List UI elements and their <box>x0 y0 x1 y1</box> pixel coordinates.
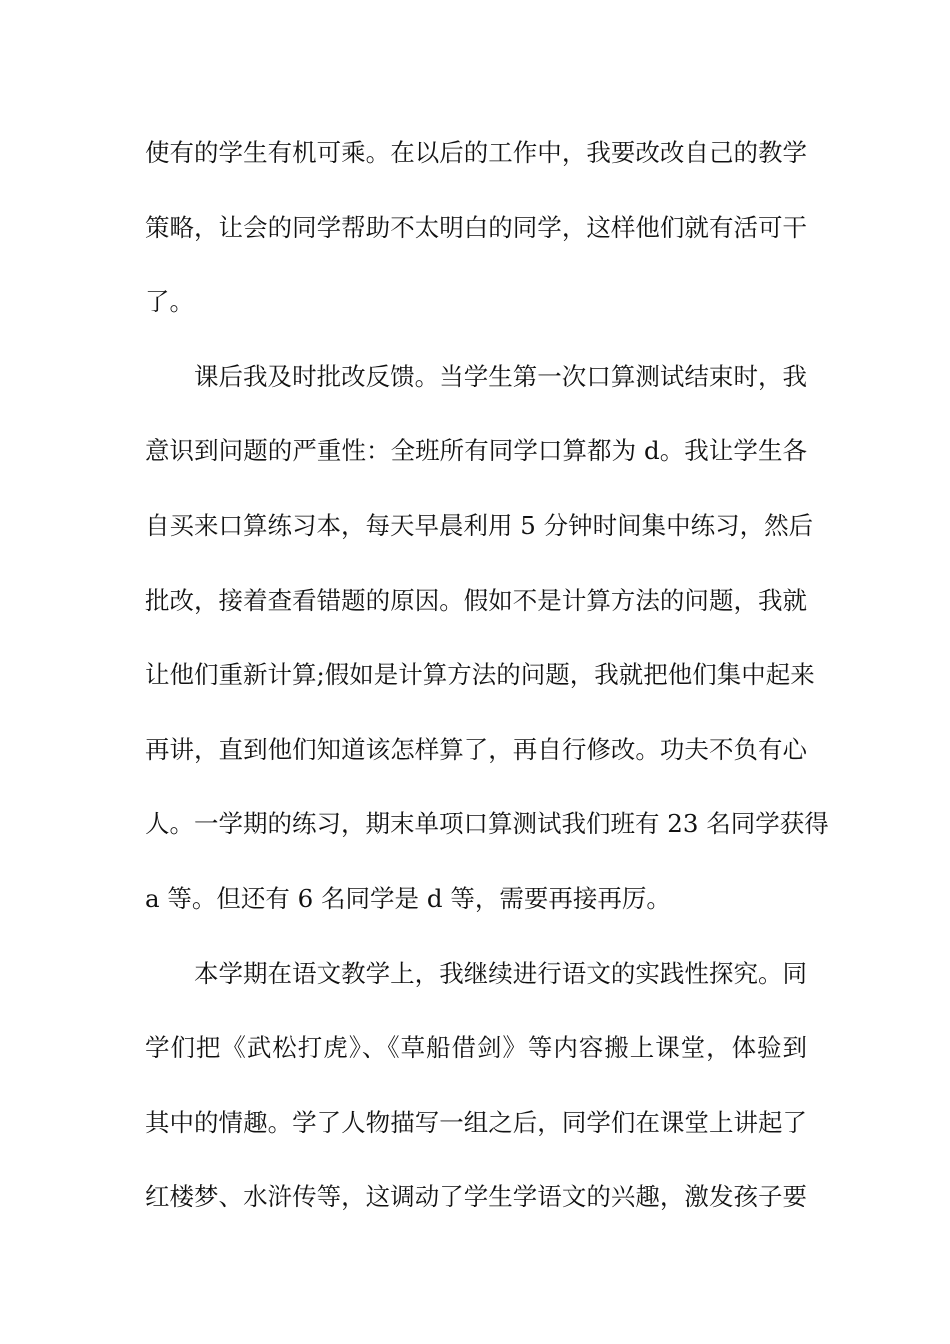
text-line: 自买来口算练习本，每天早晨利用 5 分钟时间集中练习，然后 <box>145 510 814 540</box>
text-line: 本学期在语文教学上，我继续进行语文的实践性探究。同 <box>194 958 807 988</box>
text-line: a 等。但还有 6 名同学是 d 等，需要再接再厉。 <box>145 883 671 913</box>
text-line: 使有的学生有机可乘。在以后的工作中，我要改改自己的教学 <box>145 138 807 167</box>
text-line: 其中的情趣。学了人物描写一组之后，同学们在课堂上讲起了 <box>145 1107 807 1137</box>
text-line: 课后我及时批改反馈。当学生第一次口算测试结束时，我 <box>194 361 807 391</box>
text-line: 策略，让会的同学帮助不太明白的同学，这样他们就有活可干 <box>145 212 807 242</box>
text-line: 学们把《武松打虎》、《草船借剑》等内容搬上课堂，体验到 <box>145 1033 807 1063</box>
text-line: 让他们重新计算;假如是计算方法的问题，我就把他们集中起来 <box>145 660 815 690</box>
paragraph <box>145 128 807 352</box>
text-line: 再讲，直到他们知道该怎样算了，再自行修改。功夫不负有心 <box>145 734 807 764</box>
text-line: 意识到问题的严重性：全班所有同学口算都为 d。我让学生各 <box>145 436 807 466</box>
paragraph <box>145 949 807 1247</box>
text-line: 人。一学期的练习，期末单项口算测试我们班有 23 名同学获得 <box>145 809 829 839</box>
text-line: 批改，接着查看错题的原因。假如不是计算方法的问题，我就 <box>145 585 807 615</box>
document-body <box>145 128 829 1247</box>
text-line: 红楼梦、水浒传等，这调动了学生学语文的兴趣，激发孩子要 <box>145 1182 807 1212</box>
text-line: 了。 <box>145 287 194 317</box>
paragraph <box>145 352 829 949</box>
